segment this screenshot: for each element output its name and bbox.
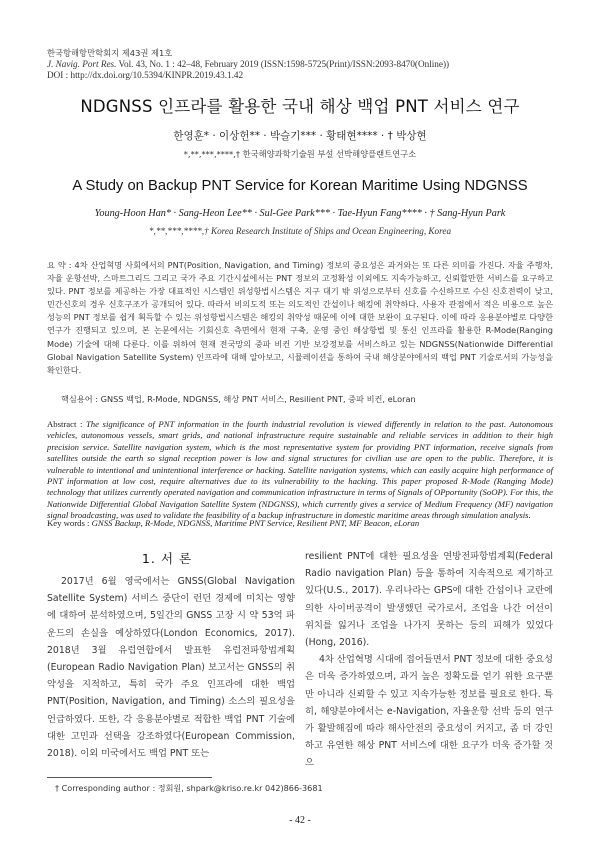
- paper-title-korean: NDGNSS 인프라를 활용한 국내 해상 백업 PNT 서비스 연구: [80, 97, 520, 116]
- keywords-korean: 핵심용어 : GNSS 백업, R-Mode, NDGNSS, 해상 PNT 서비스, Resilient PNT, 중파 비컨, eLoran: [61, 394, 416, 404]
- abstract-korean: 요 약 : 4차 산업혁명 사회에서의 PNT(Position, Navigation, and Timing) 정보의 중요성은 과거와는 또 다른 의미를 가진다. 자율 주행차, 자율 운항선박, 스마트그리드 그리고 국가 주요 기간시설에서는 PNT 정보의 고정확성 이외에도 지속가능하고, 신뢰할만한 서비스를 요구하고 있다. PNT 정보를 제공하는 가장 대표적인 시스템인 위성항법시스템은 지구 대기 밖 위성으로부터 신호를 수신하므로 수신 신호전력이 낮고, 민간신호의 경우 신호구조가 공개되어 있다. 따라서 비의도적 또는 의도적인 간섭이나 해킹에 취약하다. 사용자 관점에서 적은 비용으로 높은 성능의 PNT 정보를 쉽게 획득할 수 있는 위성항법시스템은 해킹의 취약성 때문에 이에 대한 보완이 요구된다. 이에 따라 응용분야별로 다양한 연구가 진행되고 있으며, 본 논문에서는 기회신호 측면에서 현재 구축, 운영 중인 해상항법 및 통신 인프라를 활용한 R-Mode(Ranging Mode) 기술에 대해 다룬다. 이를 위하여 현재 전국망의 중파 비컨 기반 보강정보를 서비스하고 있는 NDGNSS(Nationwide Differential Global Navigation Satellite System) 인프라에 대해 알아보고, 시뮬레이션을 통하여 국내 해상분야에서의 백업 PNT 기술로서의 가능성을 확인한다.: [47, 260, 553, 375]
- keywords-english-text: GNSS Backup, R-Mode, NDGNSS, Maritime PNT Service, Resilient PNT, MF Beacon, eLoran: [91, 518, 420, 528]
- body-column-right: [305, 548, 553, 772]
- journal-citation: [47, 59, 449, 70]
- affiliation-korean: *,**,***,****,† 한국해양과학기술원 부설 선박해양플랜트연구소: [183, 149, 417, 159]
- affiliation-english: *,**,***,****,† Korea Research Institute of Ships and Ocean Engineering, Korea: [148, 226, 452, 236]
- keywords-english: [47, 518, 553, 529]
- authors-korean: 한영훈* · 이상헌** · 박슬기*** · 황태현**** · † 박상현: [173, 130, 427, 142]
- journal-volume-info: Vol. 43, No. 1 : 42–48, February 2019 (ISSN:1598-5725(Print)/ISSN:2093-8470(Online)): [116, 59, 450, 69]
- page-number: - 42 -: [289, 815, 311, 826]
- authors-english: Young-Hoon Han* · Sang-Heon Lee** · Sul-Gee Park*** · Tae-Hyun Fang**** · † Sang-Hyun Park: [94, 208, 506, 219]
- corresponding-author-footnote: † Corresponding author : 정회원, shpark@kriso.re.kr 042)866-3681: [55, 783, 323, 793]
- body-paragraph: 2017년 6월 영국에서는 GNSS(Global Navigation Satellite System) 서비스 중단이 런던 경제에 미치는 영향에 대하여 분석하였으며, 5일간의 GNSS 고장 시 약 53억 파운드의 손실을 예상하였다(London Economics, 2017). 2018년 3월 유럽연합에서 발표한 유럽전파항법계획(European Radio Navigation Plan) 보고서는 GNSS의 취약성을 지적하고, 특히 국가 주요 인프라에 대한 백업 PNT(Position, Navigation, and Timing) 소스의 필요성을 언급하였다. 또한, 각 응용분야별로 적합한 백업 PNT 기술에 대한 고민과 선택을 강조하였다(European Commission, 2018). 이외 미국에서도 백업 PNT 또는: [47, 576, 295, 760]
- journal-abbrev: J. Navig. Port Res.: [47, 59, 117, 69]
- section-heading-introduction: 1. 서 론: [141, 551, 193, 566]
- abstract-english-text: The significance of PNT information in the fourth industrial revolution is viewed differently in relation to the past. Autonomous vehicles, autonomous vessels, smart grids, and national infrastructure require sustainable and reliable services in addition to their high precision service. Satellite navigation system, which is the most representative system for providing PNT information, receive signals from satellites outside the earth so signal reception power is low and signal structures for civilian use are open to the public. Therefore, it is vulnerable to intentional and unintentional interference or hacking. Satellite navigation systems, which can easily acquire high performance of PNT information at low cost, require alternatives due to its vulnerability to the hacking. This paper proposed R-Mode (Ranging Mode) technology that utilizes currently operated navigation and communication infrastructure in terms of Signals of OPportunity (SoOP). For this, the Nationwide Differential Global Navigation Satellite System (NDGNSS), which currently gives a service of Medium Frequency (MF) navigation signal broadcasting, was used to validate the feasibility of a backup infrastructure in domestic maritime areas through simulation analysis.: [47, 419, 553, 521]
- footnote-divider: [47, 777, 212, 778]
- body-paragraph: 4차 산업혁명 시대에 접어들면서 PNT 정보에 대한 중요성은 더욱 증가하였으며, 과거 높은 정확도를 얻기 위한 요구뿐만 아니라 신뢰할 수 있고 지속가능한 정보를 필요로 한다. 특히, 해양분야에서는 e-Navigation, 자율운항 선박 등의 연구가 활발해짐에 따라 해사안전의 중요성이 커지고, 좀 더 강인하고 유연한 해상 PNT 서비스에 대한 요구가 더욱 증가할 것으: [305, 654, 553, 769]
- paper-title-english: A Study on Backup PNT Service for Korean Maritime Using NDGNSS: [72, 178, 528, 194]
- body-column-left: [47, 573, 295, 762]
- journal-title: 한국항해항만학회지 제43권 제1호: [47, 48, 173, 58]
- body-paragraph: resilient PNT에 대한 필요성을 연방전파항법계획(Federal Radio navigation Plan) 등을 통하여 지속적으로 제기하고 있다(U.S., 2017). 우리나라는 GPS에 대한 간섭이나 교란에 의한 사이버공격이 발생했던 국가로서, 조업을 나간 어선이 위치를 잃거나 조업을 나가지 못하는 등의 피해가 있었다(Hong, 2016).: [305, 551, 553, 649]
- abstract-label: Abstract :: [47, 419, 86, 429]
- abstract-english: [47, 419, 553, 522]
- keywords-label: Key words :: [47, 518, 92, 528]
- doi-link[interactable]: DOI : http://dx.doi.org/10.5394/KINPR.2019.43.1.42: [47, 70, 244, 80]
